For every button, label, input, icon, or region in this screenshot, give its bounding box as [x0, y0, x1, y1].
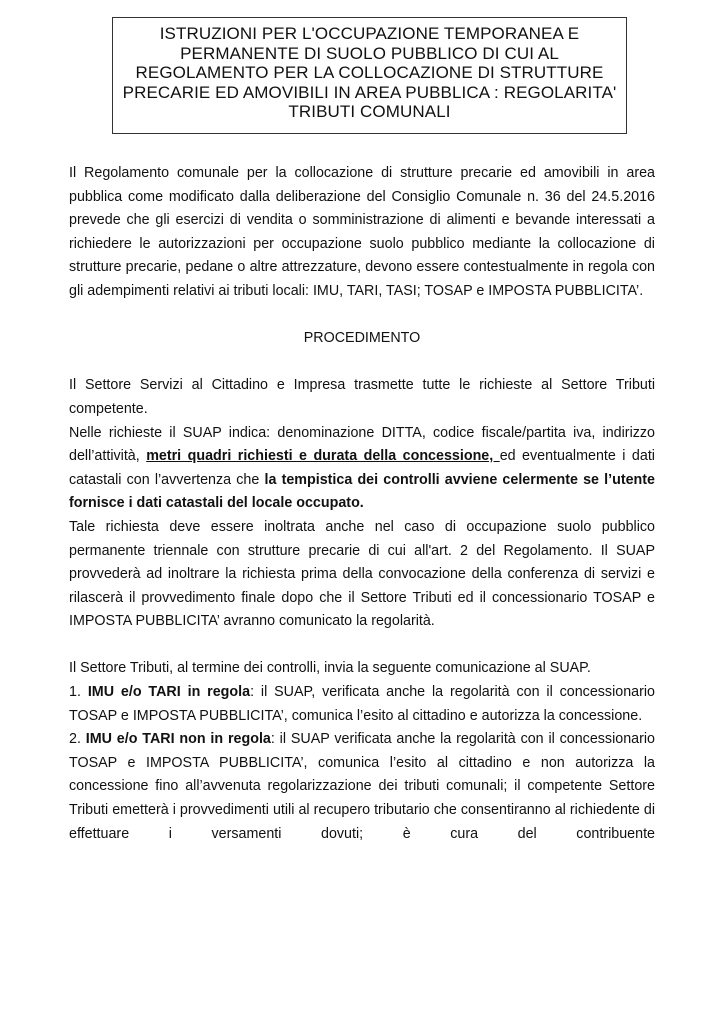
title-line: ISTRUZIONI PER L'OCCUPAZIONE TEMPORANEA E	[159, 24, 580, 43]
section-heading: PROCEDIMENTO	[303, 330, 421, 347]
paragraph-settore-servizi: Il Settore Servizi al Cittadino e Impresa trasmette tutte le richieste al Settore Tributi competente.	[69, 377, 655, 417]
item-text: : il SUAP verificata anche la regolarità con il concessionario TOSAP e IMPOSTA PUBBLICITA’, comunica l’esito al cittadino e non autorizza la concessione fino all’avvenuta regolarizzazione dei tributi comunali; il competente Settore Tributi emetterà i provvedimenti utili al recupero tributario che consentiranno al richiedente di effettuare i versamenti dovuti; è cura del contribuente	[69, 731, 655, 842]
intro-paragraph: Il Regolamento comunale per la collocazione di strutture precarie ed amovibili in area pubblica come modificato dalla deliberazione del Consiglio Comunale n. 36 del 24.5.2016 prevede che gli esercizi di vendita o somministrazione di alimenti e bevande interessati a richiedere le autorizzazioni per occupazione suolo pubblico mediante la collocazione di strutture precarie, pedane o altre attrezzature, devono essere contestualmente in regola con gli adempimenti relativi ai tributi locali: IMU, TARI, TASI; TOSAP e IMPOSTA PUBBLICITA’.	[69, 165, 655, 299]
document-body	[69, 162, 655, 846]
paragraph-settore-tributi: Il Settore Tributi, al termine dei controlli, invia la seguente comunicazione al SUAP.	[69, 660, 591, 677]
document-title	[113, 24, 626, 122]
item-text: : il SUAP, verificata anche la regolarità con il concessionario TOSAP e IMPOSTA PUBBLICITA’, comunica l’esito al cittadino e autorizza la concessione.	[69, 684, 655, 724]
list-item	[69, 728, 655, 846]
title-line: PERMANENTE DI SUOLO PUBBLICO DI CUI AL	[180, 43, 559, 63]
list-item	[69, 681, 655, 728]
title-line: TRIBUTI COMUNALI	[288, 102, 451, 122]
item-number: 2.	[69, 731, 86, 748]
item-title: IMU e/o TARI in regola	[87, 684, 251, 701]
title-line: REGOLAMENTO PER LA COLLOCAZIONE DI STRUTTURE	[135, 63, 604, 83]
para2-start: Nelle richieste il SUAP indica: denominazione DITTA, codice fiscale/partita iva, indirizzo dell’attività,	[69, 424, 655, 465]
item-number: 1.	[69, 684, 88, 701]
title-box	[112, 17, 627, 134]
paragraph-richieste-suap	[69, 422, 655, 516]
title-line: PRECARIE ED AMOVIBILI IN AREA PUBBLICA : REGOLARITA'	[122, 82, 617, 102]
para2-bold: la tempistica dei controlli avviene celermente se l’utente fornisce i dati catastali del locale occupato.	[69, 471, 655, 512]
paragraph-occupazione-permanente: Tale richiesta deve essere inoltrata anche nel caso di occupazione suolo pubblico permanente triennale con strutture precarie di cui all'art. 2 del Regolamento. Il SUAP provvederà ad inoltrare la richiesta prima della convocazione della conferenza di servizi e rilascerà il provvedimento finale dopo che il Settore Tributi ed il concessionario TOSAP e IMPOSTA PUBBLICITA’ avranno comunicato la regolarità.	[69, 518, 655, 630]
para2-middle: ed eventualmente i dati catastali con l’avvertenza che	[69, 448, 655, 488]
para2-underlined-bold: metri quadri richiesti e durata della concessione,	[146, 448, 500, 465]
item-title: IMU e/o TARI non in regola	[85, 731, 271, 748]
